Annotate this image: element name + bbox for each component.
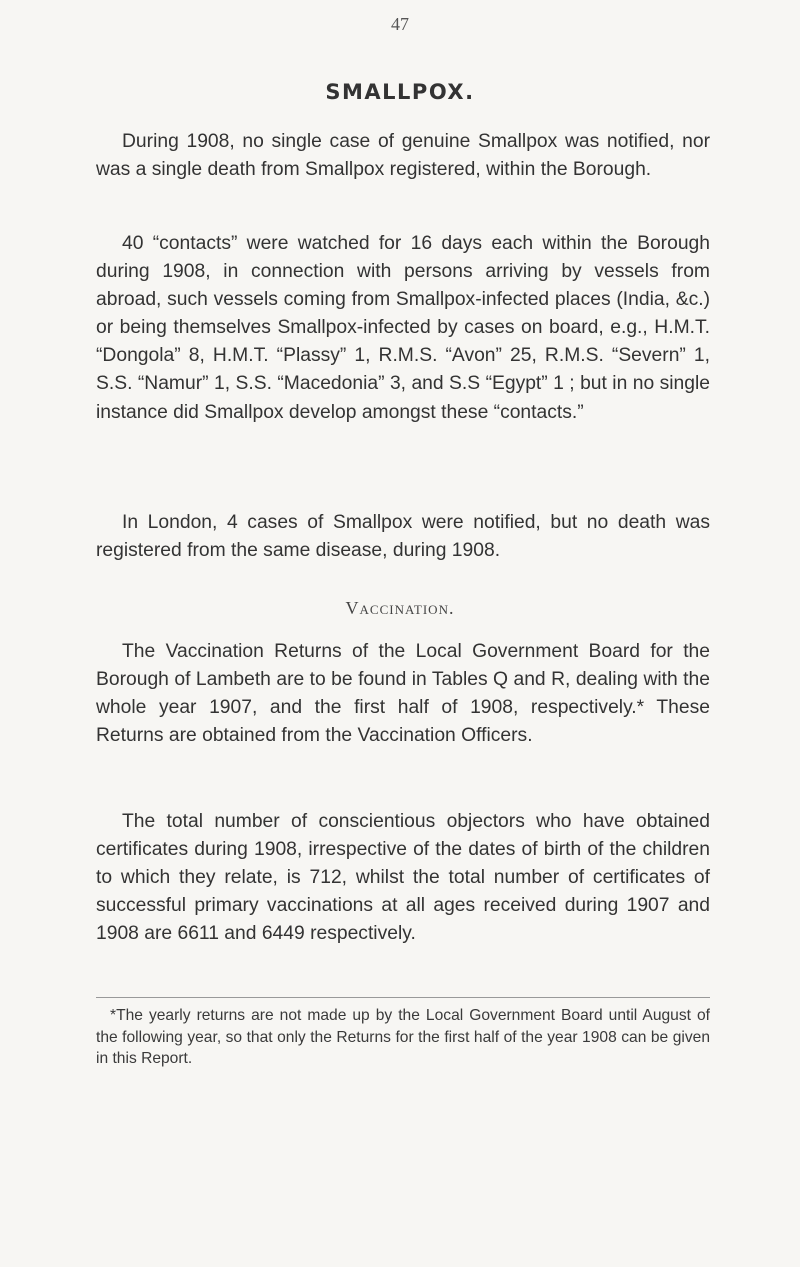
vaccination-heading: Vaccination. [345, 598, 455, 618]
page-title: SMALLPOX. [325, 80, 475, 104]
footnote-divider [96, 997, 710, 998]
paragraph-conscientious-objectors: The total number of conscientious objectors who have obtained certificates during 1908, irrespective of the dates of birth of the children to which they relate, is 712, whilst the total number of certificates of successful primary vaccinations at all ages received during 1907 and 1908 are 6611 and 6449 respectively. [96, 811, 710, 945]
paragraph-london: In London, 4 cases of Smallpox were notified, but no death was registered from the same disease, during 1908. [96, 512, 710, 562]
paragraph-no-cases: During 1908, no single case of genuine Smallpox was notified, nor was a single death from Smallpox registered, within the Borough. [96, 131, 710, 181]
footnote: *The yearly returns are not made up by the Local Government Board until August of the following year, so that only the Returns for the first half of the year 1908 can be given in this Report. [96, 1007, 710, 1068]
paragraph-vaccination-returns: The Vaccination Returns of the Local Government Board for the Borough of Lambeth are to be found in Tables Q and R, dealing with the whole year 1907, and the first half of 1908, respectively.* These Returns are obtained from the Vaccination Officers. [96, 641, 710, 747]
paragraph-contacts: 40 “contacts” were watched for 16 days each within the Borough during 1908, in connection with persons arriving by vessels from abroad, such vessels coming from Smallpox-infected places (India, &c.) or being themselves Smallpox-infected by cases on board, e.g., H.M.T. “Dongola” 8, H.M.T. “Plassy” 1, R.M.S. “Avon” 25, R.M.S. “Severn” 1, S.S. “Namur” 1, S.S. “Macedonia” 3, and S.S “Egypt” 1 ; but in no single instance did Smallpox develop amongst these “contacts.” [96, 233, 710, 423]
page-number: 47 [391, 14, 409, 34]
